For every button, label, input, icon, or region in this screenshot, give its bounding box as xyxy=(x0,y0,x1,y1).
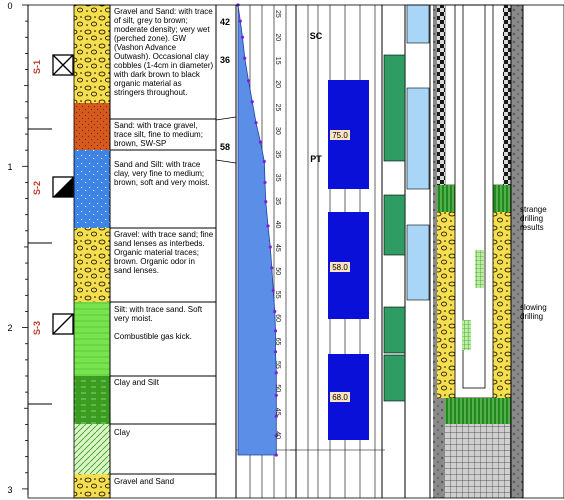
scale-label-10: 45 xyxy=(274,244,281,252)
well-bentonite-left xyxy=(437,5,445,185)
blow-count-2: 36 xyxy=(219,55,231,65)
profile-point-9 xyxy=(263,181,266,184)
well-note-slowing: slowing drilling xyxy=(520,303,547,321)
sample-marker-slash-box xyxy=(53,314,73,334)
scale-label-2: 15 xyxy=(274,56,281,65)
profile-point-17 xyxy=(274,350,277,353)
scale-label-4: 25 xyxy=(274,103,281,112)
moisture-value-2: 58.0 xyxy=(332,263,348,272)
well-bentonite-right xyxy=(503,5,511,185)
well-filter-pack-left xyxy=(437,212,455,398)
well-seal-band xyxy=(437,185,455,212)
scale-label-18: 40 xyxy=(274,431,281,439)
green-block-2 xyxy=(384,195,405,255)
litho-sand-silt xyxy=(74,150,110,228)
scale-label-9: 40 xyxy=(274,220,281,229)
blow-count-column xyxy=(220,5,236,498)
scale-label-6: 35 xyxy=(274,150,281,159)
scale-label-7: 35 xyxy=(274,173,281,182)
description-7: Clay xyxy=(114,428,131,437)
description-4: Gravel: with trace sand; fine sand lenses as interbeds. Organic material traces; brown. Organic odor in sand lenses. xyxy=(114,230,214,275)
green-block-4 xyxy=(384,355,405,401)
description-6: Clay and Silt xyxy=(114,378,159,387)
depth-axis xyxy=(7,1,28,495)
lightblue-block-3 xyxy=(407,225,429,300)
scale-label-8: 35 xyxy=(274,197,281,205)
sample-label-s1: S-1 xyxy=(32,59,42,75)
profile-point-13 xyxy=(270,266,273,269)
litho-gravel-sand xyxy=(74,5,110,103)
sample-marker-half-fill xyxy=(53,177,73,197)
sample-label-s2: S-2 xyxy=(32,180,42,196)
profile-area xyxy=(238,5,276,455)
description-8: Gravel and Sand xyxy=(114,477,175,486)
profile-point-4 xyxy=(247,79,250,82)
profile-point-1 xyxy=(239,20,242,23)
description-2: Sand: with trace gravel, trace silt, fine to medium; brown, SW-SP xyxy=(114,121,203,148)
profile-point-8 xyxy=(263,160,266,163)
scale-label-3: 20 xyxy=(274,80,281,88)
moisture-value-3: 68.0 xyxy=(332,393,348,402)
well-screen-2 xyxy=(462,320,471,350)
well-diagram xyxy=(433,5,523,498)
scale-label-1: 20 xyxy=(274,33,281,42)
litho-clay-silt xyxy=(74,376,110,424)
scale-label-0: 25 xyxy=(274,10,281,18)
profile-point-15 xyxy=(273,310,276,313)
well-casing-right xyxy=(511,5,523,498)
description-5: Silt: with trace sand. Soft very moist. Combustible gas kick. xyxy=(114,305,203,341)
moisture-value-1: 75.0 xyxy=(332,131,348,140)
scale-label-13: 60 xyxy=(274,314,281,322)
sample-label-s3: S-3 xyxy=(32,320,42,336)
profile-point-2 xyxy=(241,36,244,39)
well-base xyxy=(445,424,511,498)
usc-column xyxy=(296,5,323,498)
litho-gravel-sand-bottom xyxy=(74,474,110,498)
lightblue-block-1 xyxy=(407,5,429,43)
scale-label-14: 65 xyxy=(274,337,281,346)
scale-label-11: 50 xyxy=(274,267,281,276)
depth-tick-marks xyxy=(22,5,28,489)
lithology-column xyxy=(74,5,110,498)
profile-point-19 xyxy=(275,394,278,397)
profile-point-7 xyxy=(259,141,262,144)
litho-clay xyxy=(74,424,110,474)
moisture-column xyxy=(290,5,385,498)
profile-point-18 xyxy=(275,371,278,374)
green-column xyxy=(382,5,405,498)
profile-area-group xyxy=(236,3,277,456)
depth-tick-2: 2 xyxy=(7,323,13,333)
well-filter-pack-right xyxy=(493,212,511,398)
description-3: Sand and Silt: with trace clay, very fine to medium; brown, soft and very moist. xyxy=(114,160,210,187)
well-screen-1 xyxy=(475,250,484,288)
litho-silt xyxy=(74,302,110,376)
green-block-1 xyxy=(384,55,405,161)
scale-label-12: 55 xyxy=(274,290,281,299)
sample-column xyxy=(28,55,73,404)
profile-point-12 xyxy=(269,245,272,248)
profile-chart xyxy=(236,3,296,498)
depth-tick-3: 3 xyxy=(7,485,13,495)
scale-label-15: 55 xyxy=(274,361,281,369)
scale-label-5: 30 xyxy=(274,127,281,135)
blow-count-3: 58 xyxy=(219,142,231,152)
litho-sand xyxy=(74,103,110,150)
lightblue-block-2 xyxy=(407,88,429,189)
well-sump-band xyxy=(445,398,511,424)
lightblue-column xyxy=(407,5,430,498)
profile-point-16 xyxy=(274,329,277,332)
sample-marker-x-box xyxy=(53,55,73,75)
profile-point-5 xyxy=(251,100,254,103)
depth-tick-0: 0 xyxy=(7,1,13,11)
depth-tick-1: 1 xyxy=(7,162,13,172)
description-1: Gravel and Sand: with trace of silt, grey to brown; moderate density; very wet (perched zone). GW (Vashon Advance Outwash). Occasional clay cobbles (1-4cm in diameter) with dark brown to black organic material as stringers throughout. xyxy=(114,7,214,97)
profile-point-3 xyxy=(243,57,246,60)
well-note-strange: strange drilling results xyxy=(520,205,547,232)
profile-point-6 xyxy=(254,121,257,124)
scale-label-17: 45 xyxy=(274,407,281,416)
green-block-3 xyxy=(384,307,405,353)
profile-point-10 xyxy=(264,200,267,203)
blow-count-1: 42 xyxy=(219,17,231,27)
litho-gravel xyxy=(74,228,110,302)
usc-label-sc: SC xyxy=(309,31,323,41)
profile-point-11 xyxy=(266,224,269,227)
profile-point-22 xyxy=(275,453,278,456)
usc-label-pt: PT xyxy=(310,154,322,164)
well-seal-band-right xyxy=(493,185,511,212)
scale-label-16: 50 xyxy=(274,384,281,393)
